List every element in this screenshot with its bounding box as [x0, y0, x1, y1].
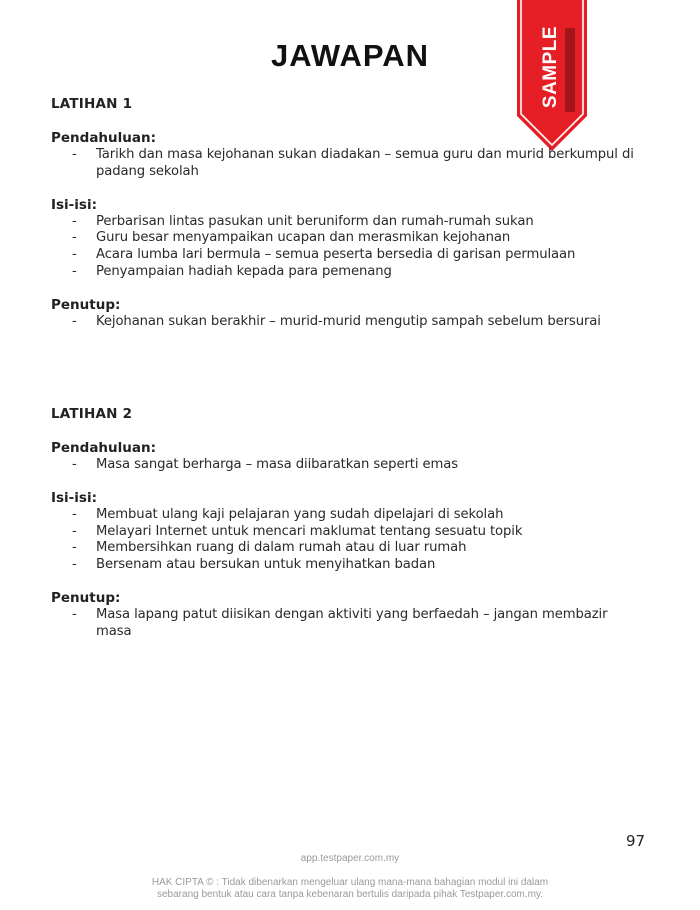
- item-text: Tarikh dan masa kejohanan sukan diadakan – semua guru dan murid berkumpul di padang sekolah: [96, 147, 634, 179]
- item-text: Masa sangat berharga – masa diibaratkan seperti emas: [96, 457, 459, 472]
- item-list: [51, 607, 661, 641]
- list-item: [51, 314, 661, 331]
- list-item: [51, 230, 661, 247]
- pendahuluan-group: [51, 130, 661, 181]
- footer-url: app.testpaper.com.my: [300, 853, 400, 864]
- latihan-heading: LATIHAN 1: [51, 96, 133, 112]
- group-label: Pendahuluan:: [51, 130, 157, 146]
- item-text: Penyampaian hadiah kepada para pemenang: [96, 263, 392, 279]
- dash-bullet: -: [72, 557, 77, 573]
- list-item: [51, 524, 661, 541]
- item-text: Membuat ulang kaji pelajaran yang sudah dipelajari di sekolah: [96, 506, 504, 522]
- list-item: [51, 247, 661, 264]
- list-item: [51, 264, 661, 281]
- latihan-heading: LATIHAN 2: [51, 406, 133, 422]
- dash-bullet: -: [72, 606, 77, 622]
- item-text: Perbarisan lintas pasukan unit beruniform dan rumah-rumah sukan: [96, 213, 534, 229]
- list-item: [51, 147, 661, 181]
- group-label: Isi-isi:: [51, 489, 97, 506]
- item-list: [51, 214, 661, 281]
- item-list: [51, 314, 661, 331]
- group-label: Penutup:: [51, 589, 121, 606]
- page-number: 97: [626, 832, 646, 850]
- item-text: Guru besar menyampaikan ucapan dan merasmikan kejohanan: [96, 230, 511, 246]
- dash-bullet: -: [72, 523, 77, 539]
- copyright-line: HAK CIPTA © : Tidak dibenarkan mengeluar ulang mana-mana bahagian modul ini dalam: [151, 877, 549, 888]
- list-item: [51, 457, 661, 474]
- dash-bullet: -: [72, 213, 77, 229]
- page-title: JAWAPAN: [270, 38, 429, 73]
- item-text: Melayari Internet untuk mencari maklumat tentang sesuatu topik: [96, 523, 523, 539]
- dash-bullet: -: [72, 540, 77, 556]
- item-list: [51, 457, 661, 474]
- group-label: Isi-isi:: [51, 196, 97, 213]
- item-list: [51, 507, 661, 574]
- isi-isi-group: [51, 490, 661, 574]
- dash-bullet: -: [72, 457, 77, 472]
- item-text: Masa lapang patut diisikan dengan aktiviti yang berfaedah – jangan membazir masa: [96, 606, 608, 639]
- list-item: [51, 607, 661, 641]
- item-text: Bersenam atau bersukan untuk menyihatkan badan: [96, 557, 436, 573]
- dash-bullet: -: [72, 263, 77, 279]
- dash-bullet: -: [72, 147, 77, 162]
- item-text: Kejohanan sukan berakhir – murid-murid mengutip sampah sebelum bersurai: [96, 313, 601, 329]
- list-item: [51, 214, 661, 231]
- item-text: Acara lumba lari bermula – semua peserta bersedia di garisan permulaan: [96, 247, 576, 263]
- penutup-group: [51, 297, 661, 331]
- dash-bullet: -: [72, 230, 77, 246]
- list-item: [51, 507, 661, 524]
- item-list: [51, 147, 661, 181]
- dash-bullet: -: [72, 247, 77, 263]
- ribbon-label-text: SAMPLE: [540, 25, 561, 109]
- list-item: [51, 557, 661, 574]
- latihan-1-section: [51, 96, 661, 331]
- dash-bullet: -: [72, 313, 77, 329]
- penutup-group: [51, 590, 661, 641]
- group-label: Pendahuluan:: [51, 440, 157, 456]
- item-text: Membersihkan ruang di dalam rumah atau di luar rumah: [96, 540, 467, 556]
- group-label: Penutup:: [51, 296, 121, 313]
- latihan-2-section: [51, 406, 661, 641]
- isi-isi-group: [51, 197, 661, 281]
- list-item: [51, 540, 661, 557]
- footer-copyright: [0, 877, 700, 901]
- copyright-line: sebarang bentuk atau cara tanpa kebenaran bertulis daripada pihak Testpaper.com.my.: [157, 889, 543, 900]
- dash-bullet: -: [72, 506, 77, 522]
- pendahuluan-group: [51, 440, 661, 474]
